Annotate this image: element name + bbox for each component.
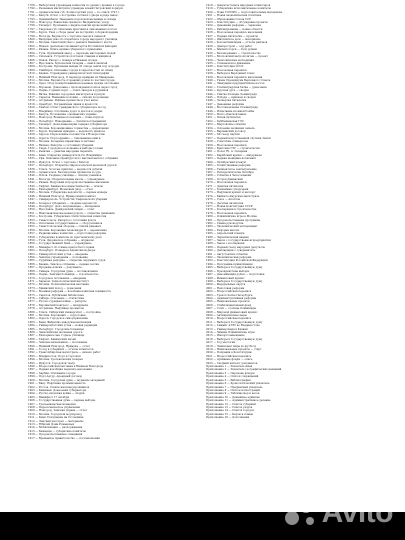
text-line: 1929 — Коллективизация — отчеты районов <box>206 41 268 45</box>
text-line: 1983 — Экономический эксперимент <box>206 225 258 229</box>
text-line: 1923 — Конституция — обсуждение проекта <box>206 21 268 25</box>
text-line: 1921 — Новая экономическая политика <box>206 14 262 18</box>
text-line: Приложение 16 — Дополнения <box>206 416 250 420</box>
text-line: 1930 — Днепрострой — ход работ <box>206 44 253 48</box>
text-line: 1791 — Архангельская губ. Холмогорский уезд — по описи 1791 г. <box>28 10 120 14</box>
text-line: Приложение 6 — Хронологический указатель <box>206 382 270 386</box>
text-line: 1821 — Владимир. О починке дорог и мостов в уездах <box>28 109 103 113</box>
text-line: 1800 — Выпущен указ об открытии в городе народного училища <box>28 38 118 42</box>
text-line: 1866 — Казань. Земское собрание — первая сессия <box>28 262 99 266</box>
text-line: 1982 — Смена руководства <box>206 222 244 225</box>
text-line: 1976 — Десятая пятилетка <box>206 201 244 205</box>
text-line: 1836 — Иркутск. Отчет о торговле с Кяхтой <box>28 160 89 164</box>
text-line: 1935 — Стахановское движение <box>206 61 251 65</box>
text-line: 1847 — Симферополь. Устройство Таврической губернии <box>28 198 108 202</box>
text-line: 1839 — Архангельск. Беломорские промыслы и суда <box>28 170 101 174</box>
text-line: 1969 — Остров Даманский <box>206 177 243 181</box>
text-line: 1874 — Военная реформа — всеобщая воинская повинность <box>28 290 111 294</box>
avito-watermark <box>284 496 393 530</box>
text-line: Приложение 5 — Библиография <box>206 378 251 382</box>
text-line: 1952 — Куйбышевская ГЭС <box>206 119 244 123</box>
text-line: 1810 — Казань. Учреждение университетской типографии <box>28 72 110 76</box>
text-line: 1926 — Всесоюзная перепись населения <box>206 31 263 35</box>
text-line: 1891 — Голод в губерниях — отчеты комитетов <box>28 348 94 352</box>
text-line: 1980 — Олимпийские игры в Москве <box>206 215 257 219</box>
text-line: 1812 — Москва. Ведомость сгоревших домов по частям города <box>28 78 115 82</box>
text-line: 1985 — Апрельский пленум <box>206 232 245 236</box>
text-line: 1816 — Вятка. Ревизия городовых магистратов и ратуш <box>28 92 105 96</box>
right-text-column <box>206 4 376 512</box>
text-line: 1850 — Ярославль. Демидовский лицей — отчет <box>28 208 95 212</box>
text-line: 1948 — Восстановление Сталинграда <box>206 106 258 110</box>
text-line: 1958 — Советские совнархозы <box>206 140 248 144</box>
text-line: 1886 — Закаспийская железная дорога <box>28 331 83 334</box>
text-line: 1960 — Братская ГЭС — строительство <box>206 147 261 151</box>
text-line: 1967 — Пятидесятилетие Октября <box>206 170 254 174</box>
text-line: 1986 — Чернобыльская авария <box>206 235 249 239</box>
text-line: 1953 — Мартовские события <box>206 123 246 127</box>
text-line: 1992 — Экономическая реформа <box>206 256 252 260</box>
text-line: 1970 — Всесоюзная перепись <box>206 181 247 185</box>
text-line: 2007 — Сочи — столица Олимпиады <box>206 307 257 311</box>
text-line: 1795 — Новгород. Ревизская сказка по Валдайскому уезду <box>28 21 110 25</box>
text-line: 1830 — Москва. Холерные карантины и заставы <box>28 140 95 144</box>
text-line: 1822 — Калуга. Положение о мещанских управах <box>28 113 97 116</box>
text-line: 1825 — Таганрог. Дела канцелярии генерал-губернатора <box>28 123 107 127</box>
text-line: 1947 — Денежная реформа <box>206 102 244 106</box>
text-line: 1936 — Конституция СССР <box>206 65 244 69</box>
text-line: 1819 — Оренбург. Пограничная линия и крепости <box>28 102 98 106</box>
text-line: 1873 — Хивинский поход — донесения <box>28 286 82 290</box>
text-line: 1998 — Финансовый кризис <box>206 276 245 280</box>
text-line: 1996 — Президентские выборы <box>206 269 250 273</box>
text-line: 2010 — Всероссийская перепись <box>206 317 252 321</box>
text-line: 1945 — Победа — приказы и сводки <box>206 95 256 99</box>
text-line: 1848 — Холера в губерниях — сводные ведомости <box>28 201 97 205</box>
text-line: 1797 — Тверская губ. Описание пристани и таможенных постов <box>28 27 117 31</box>
text-line: 1841 — Вологда. Сберегательные кассы — учреждение <box>28 177 105 181</box>
text-line: 1981 — Продовольственная программа <box>206 218 261 222</box>
text-line: 1909 — Новгород. Земская управа — отчет <box>28 409 88 413</box>
text-line: 2019 — Национальные проекты — старт <box>206 348 262 352</box>
text-line: 1843 — Тифлис. Кавказское наместничество — штаты <box>28 184 103 188</box>
text-line: 1861 — Манифест об отмене крепостного права <box>28 245 95 249</box>
text-line: Приложение 12 — Список губерний <box>206 402 256 406</box>
text-line: 1914 — Мобилизация — распоряжения <box>28 426 83 430</box>
text-line: 1955 — Варшавский договор <box>206 130 246 134</box>
text-line: 1854 — Ополчение государственное — сбор ратников <box>28 222 103 225</box>
text-line: Приложение 2 — Указатель географических названий <box>206 368 282 372</box>
text-line: 1962 — Карибский кризис — материалы <box>206 153 262 157</box>
text-line: 1977 — Новая Конституция СССР <box>206 204 253 208</box>
text-line: 1995 — Выборы в Государственную думу <box>206 266 263 270</box>
text-line: Приложение 9 — Таблицы мер и весов <box>206 392 260 396</box>
text-line: 1792 — Калуга. Отчет о постройке гостиного двора и ряда лавок <box>28 14 118 18</box>
text-line: 1966 — Ташкентское землетрясение <box>206 167 257 171</box>
text-line: 1857 — Редакционные комиссии — подготовка реформы <box>28 232 107 236</box>
text-line: 2001 — Налоговая реформа <box>206 286 245 290</box>
text-line: 1856 — Москва. Коронация Александра II — церемониал <box>28 228 107 232</box>
text-line: 1876 — Сибирь. Ссыльные — статистика <box>28 296 85 300</box>
text-line: 1840 — Псков. Уездные училища — списки учеников <box>28 174 102 178</box>
text-line: 2021 — Всероссийская перепись <box>206 354 252 358</box>
text-line: 1990 — Декларация о суверенитете <box>206 249 256 253</box>
text-line: Приложение 15 — Карты и планы <box>206 412 253 416</box>
text-line: Приложение 11 — Административное деление <box>206 399 271 403</box>
text-line: 1899 — Порт-Артур. Арендный договор <box>28 375 83 379</box>
text-line: 1978 — Кооперация в строительстве <box>206 208 257 212</box>
text-line: Приложение 10 — Денежные единицы <box>206 395 260 399</box>
text-line: 1817 — Саратов. Немецкие колонии — списки поселенцев <box>28 95 109 99</box>
text-line: 1950 — Волго-Донской канал <box>206 113 247 116</box>
text-line: 1826 — Москва. Коронационные торжества — церемониал <box>28 126 110 130</box>
text-line: 2017 — Год экологии <box>206 341 236 345</box>
text-line: 2005 — Национальные проекты <box>206 300 250 304</box>
text-line: 1994 — Программа приватизации <box>206 262 253 266</box>
text-line: 1911 — Киев. Покушение на Столыпина <box>28 416 84 420</box>
text-line: 1809 — Симбирск. Описание города и окрестностей по плану <box>28 68 114 72</box>
text-line: 1941 — Эвакуация предприятий на восток <box>206 82 265 86</box>
text-line: 1942 — Сталинградская битва — донесения <box>206 85 267 89</box>
document-page <box>28 4 378 512</box>
text-line: 1989 — Первый съезд народных депутатов <box>206 245 265 249</box>
text-line: 1859 — Тула. Дворянское собрание — журналы <box>28 239 94 243</box>
text-line: 1951 — Пятая пятилетка <box>206 116 241 120</box>
text-line: 2020 — Поправки в Конституцию <box>206 351 253 355</box>
text-line: 2006 — Стабилизационный фонд <box>206 303 252 307</box>
text-line: 1858 — Губернские комитеты по крестьянскому делу <box>28 235 102 239</box>
text-line: 2018 — Чемпионат мира по футболу <box>206 344 257 348</box>
text-line: 1863 — Университетский устав — введение <box>28 252 89 256</box>
text-line: 1972 — Хоккейная суперсерия <box>206 187 249 191</box>
text-line: 1860 — Государственный банк — учреждение <box>28 242 92 246</box>
text-line: 1896 — Всероссийская выставка в Нижнем Новгороде <box>28 365 104 369</box>
text-line: 1963 — Первая женщина-космонавт <box>206 157 257 161</box>
text-line: 2013 — Универсиада в Казани <box>206 327 248 331</box>
text-line: 1879 — Астрахань. Нефтяные промыслы <box>28 307 84 311</box>
text-line: 1946 — Четвертая пятилетка <box>206 99 247 103</box>
text-line: 1796 — Таганрог. Прошение о выдаче пенсии вдове капитана <box>28 24 114 28</box>
text-line: 1864 — Земские учреждения — положение <box>28 256 88 260</box>
text-line: 1820 — Тамбов. Отчет гражданского губернатора за год <box>28 106 106 110</box>
text-line: 2014 — Зимние Олимпийские игры <box>206 331 255 334</box>
text-line: 1943 — Курская дуга — сводки <box>206 89 249 93</box>
text-line: 1814 — Воронеж. Донесение о прохождении полков через город <box>28 85 118 89</box>
text-line: 1844 — Екатеринбург. Монетный двор — отчет <box>28 187 94 191</box>
text-line: 1831 — Вильна. Рапорты о состоянии губернии <box>28 143 94 147</box>
text-line: 1939 — Всесоюзная перепись населения <box>206 75 263 79</box>
text-line: 1968 — События в Чехословакии <box>206 174 252 178</box>
text-line: 1997 — Деноминация рубля — подготовка <box>206 273 265 277</box>
text-line: 2003 — Трехсотлетие Петербурга <box>206 293 253 297</box>
text-line: 1806 — Пенза. Рапорт о пожаре в Нижнем посаде <box>28 58 98 62</box>
text-line: 1973 — Нефтяной кризис и экспорт <box>206 191 256 195</box>
text-line: 2008 — Мировой финансовый кризис <box>206 310 258 314</box>
text-line: 1965 — Хозяйственная реформа <box>206 164 251 168</box>
text-line: 1828 — Херсон. Переселение колонистов в Новороссию <box>28 133 106 137</box>
text-line: 2000 — Федеральные округа <box>206 283 246 287</box>
text-line: 1902 — Ростов. Стачка железнодорожников <box>28 385 90 389</box>
text-line: 1924 — Денежная реформа — червонец <box>206 24 261 28</box>
text-line: 1894 — Москва. Третьяковская галерея <box>28 358 83 362</box>
text-line: 1905 — Манифест 17 октября <box>28 395 70 399</box>
text-line: 1984 — Реформа школы <box>206 228 240 232</box>
text-line: 1790 — Решением магистрата учрежден новый Петровский порядок <box>28 7 123 11</box>
text-line: 1932 — Беломорканал — строительство <box>206 51 261 55</box>
text-line: 1888 — Тифлис. Кавказский музей <box>28 337 76 341</box>
text-line: 1938 — Выборы в Верховный Совет <box>206 72 255 76</box>
text-line: 2012 — Саммит АТЭС во Владивостоке <box>206 324 260 328</box>
text-line: 1853 — Севастополь. Рапорты о состоянии флота <box>28 218 97 222</box>
text-line: 1824 — Петербург. Наводнение — списки пострадавших <box>28 119 107 123</box>
text-line: 1805 — Смоленск. Устройство почтовой станции и ямщиков <box>28 55 112 59</box>
text-line: 1832 — Тверь. Городовое положение и выборы головы <box>28 147 103 151</box>
text-line: 1993 — Конституция Российской Федерации <box>206 259 268 263</box>
text-line: 1917 — Временное правительство — постановления <box>28 436 100 440</box>
text-line: 1875 — Саратов. Публичная библиотека <box>28 293 84 297</box>
text-line: 1940 — Указы Президиума Верховного Совета <box>206 78 271 82</box>
watermark-text: Avito <box>321 496 393 529</box>
text-line: 1829 — Одесса. Порто-франко — таможенные книги <box>28 136 101 140</box>
text-line: 1956 — XX съезд партии <box>206 133 240 137</box>
text-line: 1949 — Испытание атомной бомбы <box>206 109 255 113</box>
text-line: 1895 — Иркутск. Городской театр <box>28 361 75 365</box>
text-line: 1807 — Ярославль. Купеческая гильдия — книга записей <box>28 61 108 65</box>
text-line: 1919 — Губернские исполнительные комитеты <box>206 7 271 11</box>
text-line: 1907 — Третьеиюньская монархия <box>28 402 76 406</box>
text-line: 1959 — Всесоюзная перепись <box>206 143 247 147</box>
text-line: 2002 — Всероссийская перепись <box>206 290 252 294</box>
text-line: 1974 — Байкало-Амурская магистраль <box>206 194 260 198</box>
text-line: 1892 — Транссибирская магистраль — начало работ <box>28 351 101 355</box>
text-line: 1903 — Кишинев. Донесения губернатора <box>28 388 87 392</box>
text-line: 1961 — Полет Ю. А. Гагарина <box>206 150 248 154</box>
text-line: 1813 — Орел. Сбор пожертвований на военные нужды ополчения <box>28 82 119 86</box>
text-line: 1798 — Курск. Указ о сборе денег на постройку соборной церкви <box>28 31 119 35</box>
text-line: 1979 — Всесоюзная перепись <box>206 211 247 215</box>
text-line: 1910 — Москва. Городской водопровод <box>28 412 82 416</box>
text-line: 1964 — Октябрьский пленум <box>206 160 246 164</box>
text-line: Приложение 7 — Предметный указатель <box>206 385 263 389</box>
avito-logo-icon <box>284 498 318 528</box>
text-line: 1793 — Ораниенбаум. Заведение пороховой мельницы и склада <box>28 17 117 21</box>
text-line: 1912 — Ленский расстрел — материалы <box>28 419 84 423</box>
text-line: 1833 — Ревизия — девятая народная перепись <box>28 150 93 154</box>
text-line: 1920 — План ГОЭЛРО — подготовительные материалы <box>206 10 283 14</box>
text-line: 1971 — Девятая пятилетка <box>206 184 244 188</box>
text-line: 2011 — Выборы в Государственную думу <box>206 320 263 324</box>
text-line: 2015 — Импортозамещение <box>206 334 245 338</box>
text-line: 1865 — Судебная реформа — открытие окружных судов <box>28 259 106 263</box>
text-line: 1867 — Продажа Аляски — документы <box>28 266 82 270</box>
text-line: 1934 — Челюскинская экспедиция <box>206 58 255 62</box>
text-line: 1834 — Киев. Открытие университета Св. Владимира <box>28 153 102 157</box>
text-line: 1906 — Государственная дума — первые выборы <box>28 399 96 403</box>
text-line: 1915 — Беженцы — губернские комитеты <box>28 429 86 433</box>
text-line: 1808 — Кострома. Прошение мещан об отводе земли под огороды <box>28 65 120 69</box>
text-line: 1897 — Первая всеобщая перепись населения <box>28 368 92 372</box>
text-line: 1789 — Выборгская учреждена комиссия по делам о кражах в городе <box>28 4 125 7</box>
text-line: 1885 — Петербург. Городские больницы <box>28 327 84 331</box>
text-line: 1882 — Одесса. Городское самоуправление <box>28 317 88 321</box>
text-line: 1944 — Снятие блокады Ленинграда <box>206 92 257 96</box>
text-line: Приложение 13 — Список уездов <box>206 405 253 409</box>
text-line: Приложение 3 — Перечень фондов <box>206 371 255 375</box>
text-line: 1928 — Шахтинское дело — материалы <box>206 38 261 42</box>
text-line: 1988 — Закон о кооперации <box>206 242 245 246</box>
text-line: 1855 — Севастопольская оборона — списки раненых <box>28 225 101 229</box>
text-line: 1837 — Петербург. Открытие Царскосельской железной дороги <box>28 164 117 168</box>
text-line: 1887 — Екатеринослав. Горное училище <box>28 334 85 338</box>
text-line: 1927 — Первая пятилетка — проекты <box>206 34 258 38</box>
text-line: 1872 — Москва. Политехническая выставка <box>28 283 89 287</box>
text-line: 1918 — Декреты Совета народных комиссаров <box>206 4 271 7</box>
left-text-column <box>28 4 198 512</box>
text-line: 1898 — Харбин. Основание города <box>28 371 76 375</box>
text-line: 1884 — Университетский устав — новая редакция <box>28 324 98 328</box>
text-line: 1925 — Районирование — новые области <box>206 27 263 31</box>
text-line: 1804 — Тула. Оружейный завод — перечень мастеровых людей <box>28 51 116 55</box>
text-line: 1803 — Рязань. Опись архива губернского правления <box>28 48 102 52</box>
text-line: 1878 — Берлинский конгресс — материалы <box>28 303 89 307</box>
text-line: Приложение 4 — Список сокращений <box>206 375 259 379</box>
text-line: 1838 — Томск. Золотые прииски — ведомости добычи <box>28 167 103 171</box>
text-line: 1908 — Переселенческое управление <box>28 405 81 409</box>
text-line: 1845 — Москва. Губернские ведомости — первые номера <box>28 191 108 195</box>
text-line: 1823 — Новгород. Военные поселения — план округов <box>28 116 104 120</box>
text-line: 1883 — Киев. Фабрично-заводская инспекция <box>28 320 92 324</box>
text-line: 1880 — Томск. Сибирский университет — постройка <box>28 310 101 314</box>
text-line: 1869 — Пермь. Земская больница — строительство <box>28 273 99 277</box>
text-line: 1852 — Кострома. Губернская статистическая комиссия <box>28 215 107 219</box>
text-line: 1811 — Нижний Новгород. О переводе ярмарки из Макарьева <box>28 75 114 79</box>
text-line: 1881 — Москва. Коронация — подготовка <box>28 313 86 317</box>
text-line: 1846 — Нижний Новгород. Ярмарочный комитет <box>28 194 96 198</box>
text-line: 1954 — Освоение целинных земель <box>206 126 255 130</box>
text-line: 1815 — Пермь. Горный округ — опись заводов и рудников <box>28 89 109 93</box>
text-line: 1893 — Владивосток. Порт и торговля <box>28 354 81 358</box>
text-line: Приложение 14 — Список городов <box>206 409 254 413</box>
text-line: 2016 — Выборы в Государственную думу <box>206 337 263 341</box>
text-line: 1931 — Магнитогорск — пуск домны <box>206 48 257 52</box>
text-line: 1835 — Уфа. Описание Оренбургского магометанского собрания <box>28 157 118 161</box>
text-line: 2004 — Административная реформа <box>206 296 257 300</box>
text-line: Приложение 8 — Список иллюстраций <box>206 388 260 392</box>
text-line: 1851 — Николаевская железная дорога — открытие движения <box>28 211 115 215</box>
text-line: 1890 — Нижний Новгород. Ярмарка — отчет <box>28 344 90 348</box>
text-line: 1849 — Петербург. Дело петрашевцев — материалы <box>28 204 101 208</box>
text-line: 1987 — Закон о государственном предприятии <box>206 239 271 243</box>
text-line: 1901 — Баку. Нефтяная промышленность <box>28 382 86 386</box>
text-line: 1904 — Русско-японская война — сводки <box>28 392 85 396</box>
text-line: 1801 — Москва. Сенатский указ о ремонте Каменного моста <box>28 41 112 45</box>
text-line: 1933 — Московский метрополитен — проект <box>206 55 268 59</box>
text-line: 2022 — Архивные фонды — опись <box>206 358 253 362</box>
text-line: 1842 — Рязань. Неурожай и продовольственные магазины <box>28 181 109 185</box>
text-line: 1889 — Земские начальники — положение <box>28 341 88 345</box>
text-line: 1957 — Первый искусственный спутник Земли <box>206 136 271 140</box>
text-line: 1991 — Августовские события <box>206 252 248 256</box>
text-line: 1913 — Юбилей Дома Романовых <box>28 422 75 426</box>
text-line: Приложение 1 — Указатель имен <box>206 365 253 369</box>
text-line: 1937 — Всесоюзная перепись <box>206 68 247 72</box>
text-line: 1975 — Союз — Аполлон <box>206 198 241 202</box>
text-line: 2009 — Антикризисные меры <box>206 313 247 317</box>
text-line: 1799 — Вологда. Ведомость о торговле льном и пенькой <box>28 34 106 38</box>
text-line: 1871 — Харьков. Технологический институт <box>28 279 89 283</box>
text-line: 1827 — Курск. Коренная ярмарка — ведомость привоза <box>28 130 105 134</box>
text-line: 1999 — Выборы в Государственную думу <box>206 279 263 283</box>
text-line: 1802 — Начало деятельности министерств Российской империи <box>28 44 117 48</box>
text-line: 1922 — Образование Союза ССР <box>206 17 251 21</box>
text-line: 1862 — Петербург. Пожары в Апраксином дворе <box>28 249 96 253</box>
text-line: 1818 — Астрахань. Рыбные промыслы и учет ватаг <box>28 99 99 103</box>
text-line: 1870 — Городовое положение — введение <box>28 276 87 280</box>
text-line: 1916 — Продовольственные совещания <box>28 433 83 437</box>
text-line: 2023 — Сводный каталог документов <box>206 361 258 365</box>
text-line: 1868 — Самара. Городская дума — постановления <box>28 269 98 273</box>
text-line: 1900 — Москва. Городская дума — журналы заседаний <box>28 378 105 382</box>
text-line: 1877 — Русско-турецкая война — рапорты <box>28 300 87 304</box>
